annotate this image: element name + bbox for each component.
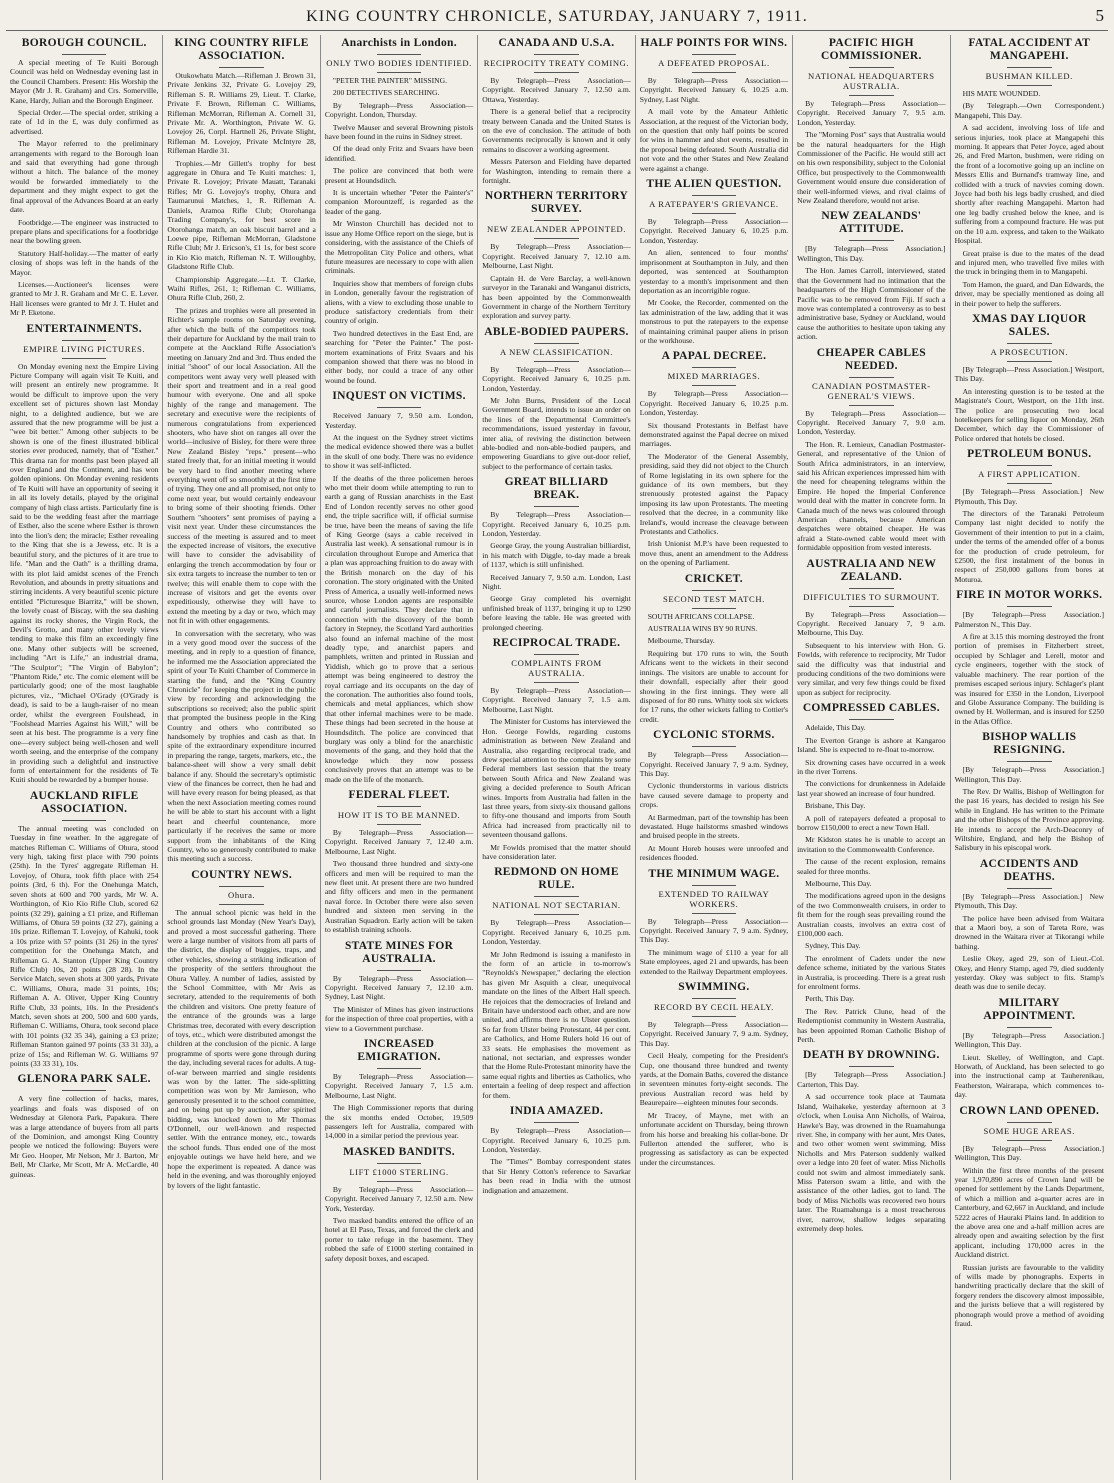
article xyxy=(10,37,158,318)
article-headline: CHEAPER CABLES NEEDED. xyxy=(816,346,927,372)
section-rule xyxy=(849,405,894,406)
column-7 xyxy=(951,35,1108,1480)
section-rule xyxy=(1007,888,1052,889)
article-paragraph: By Telegraph—Press Association—Copyright. Received January 7, 12.50 a.m. New York, Yesterday. xyxy=(324,1184,474,1213)
section-rule xyxy=(692,385,737,386)
article xyxy=(955,448,1104,584)
article-headline: DEATH BY DROWNING. xyxy=(803,1049,940,1062)
article-headline: BOROUGH COUNCIL. xyxy=(21,37,147,49)
article xyxy=(640,981,788,1167)
article-headline: SWIMMING. xyxy=(678,981,750,994)
article-paragraph: By Telegraph—Press Association—Copyright. Received January 6, 10.25 p.m. London, Yesterday. xyxy=(482,918,631,947)
article-paragraph: [By Telegraph—Press Association.] Wellington, This Day. xyxy=(954,765,1104,784)
article-paragraph: Special Order.—The special order, striking a rate of 1d in the £, was duly confirmed as advertised. xyxy=(10,108,159,136)
section-rule xyxy=(219,904,264,905)
masthead-title: KING COUNTRY CHRONICLE, SATURDAY, JANUARY 7, 1911. xyxy=(306,8,808,25)
article-paragraph: Two masked bandits entered the office of an hotel at El Paso, Texas, and forced the clerk and porter to take refuge in the basement. They robbed the safe of £1000 sterling contained in safety deposit boxes, and escaped. xyxy=(324,1216,474,1263)
article-paragraph: The Minister for Customs has interviewed the Hon. George Fowlds, regarding customs administration as between New Zealand and Australia, also regarding reciprocal trade, and drew special attention to the complaints by some Federal members last session that the treaty between South Africa and New Zealand was giving a decided preference to South African wines. Imports from Australia had fallen in the last three years, from sixty-six thousand gallons to fifty-one thousand and imports from South Africa had increased from practically nil to seventeen thousand gallons. xyxy=(482,717,631,840)
article-paragraph: The Hon. James Carroll, interviewed, stated that the Government had no intimation that the headquarters of the High Commissioner of the Pacific was to be removed from Fiji. If such a move was contemplated a controversy as to best administrative base, Sydney or Auckland, would cause the authorities to hesitate upon taking any action. xyxy=(797,266,946,342)
article-paragraph: Within the first three months of the present year 1,970,890 acres of Crown land will be opened for settlement by the Lands Department, of which a million and a-quarter acres are in Canterbury, and 62,667 in Auckland, and include 5222 acres of Hauraki Plains land. In addition to the above area one and a-half million acres are already open and awaiting selection by the first applicant, including 170,000 acres in the Auckland district. xyxy=(954,1165,1104,1260)
article-paragraph: The Everton Grange is ashore at Kangaroo Island. She is expected to re-float to-morrow. xyxy=(797,735,946,755)
article-headline: ABLE-BODIED PAUPERS. xyxy=(484,325,629,338)
article xyxy=(482,476,630,632)
article-subheadline: COMPLAINTS FROM AUSTRALIA. xyxy=(511,658,602,679)
headline-rule xyxy=(849,588,894,589)
article-headline: THE ALIEN QUESTION. xyxy=(646,178,782,191)
article xyxy=(797,558,945,698)
article-subheadline: ONLY TWO BODIES IDENTIFIED. xyxy=(326,58,472,68)
article-headline: XMAS DAY LIQUOR SALES. xyxy=(972,312,1087,338)
section-rule xyxy=(692,608,737,609)
article-paragraph: By Telegraph—Press Association—Copyright. London, Thursday. xyxy=(324,100,474,120)
article-paragraph: By Telegraph—Press Association—Copyright. Received January 6, 10.25 a.m. Sydney, Last Night. xyxy=(639,76,789,104)
article-paragraph: By Telegraph—Press Association—Copyright. Received January 7, 9.0 a.m. London, Yesterday. xyxy=(797,408,946,437)
article xyxy=(482,37,630,185)
section-rule xyxy=(62,820,107,821)
article-subheadline: A PROSECUTION. xyxy=(990,346,1069,357)
article-headline: NEW ZEALANDS' ATTITUDE. xyxy=(821,210,922,236)
article-headline: GLENORA PARK SALE. xyxy=(17,1073,151,1086)
article-headline: COUNTRY NEWS. xyxy=(191,868,293,881)
article-paragraph: The High Commissioner reports that during the six months ended October, 19,509 passengers left for Australia, compared with 14,000 in a similar period the previous year. xyxy=(324,1103,474,1141)
article-paragraph: [By Telegraph—Press Association.] Wellington, This Day. xyxy=(954,1143,1104,1163)
article-paragraph: A fire at 3.15 this morning destroyed the front portion of premises in Fitzherbert street, occupied by Schlager and Lerell, motor and cycle engineers, together with the stock of valuable machinery. The rear portion of the premises escaped serious injury. Schlager's plant was insured for £350 in the London, Liverpool and Globe Assurance Company. The building is owned by H. Wollerman, and is insured for £250 in the Atlas Office. xyxy=(954,632,1104,726)
article-paragraph: Captain H. de Vere Barclay, a well-known surveyor in the Taranaki and Wanganui districts, has been appointed by the Commonwealth Government in charge of the Northern Territory exploration and survey party. xyxy=(482,273,631,321)
article xyxy=(955,858,1104,992)
article xyxy=(640,178,788,345)
article xyxy=(955,731,1104,853)
headline-rule xyxy=(692,998,737,999)
headline-rule xyxy=(849,377,894,378)
article-paragraph: Two hundred detectives in the East End, are searching for "Peter the Painter." The post-mortem examinations of Fritz Svaars and his companion showed that there was no blood in either body, nor could a trace of any other wound be found. xyxy=(324,328,474,385)
article xyxy=(482,866,630,1100)
article-paragraph: Tom Hamon, the guard, and Dan Edwards, the driver, may be specially mentioned as doing all in their power to help the sufferers. xyxy=(954,279,1104,308)
article-paragraph: The convictions for drunkenness in Adelaide last year showed an increase of four hundred. xyxy=(797,779,946,798)
article xyxy=(640,37,788,173)
article-headline: PETROLEUM BONUS. xyxy=(967,448,1092,461)
headline-rule xyxy=(377,54,422,55)
article-paragraph: Championship Aggregate.—Lt. T. Clarke, Waihi Rifles, 261, 1; Rifleman C. Williams, Ohura Rifle Club, 260, 2. xyxy=(167,274,316,303)
article-paragraph: Statutory Half-holiday.—The matter of early closing of shops was left in the hands of the Mayor. xyxy=(10,248,159,277)
article-paragraph: Two thousand three hundred and sixty-one officers and men will be required to man the new fleet unit. At present there are two hundred and fifty officers and men in the permanent naval force. In October there were also seven hundred and sixteen men serving in the Australian Squadron. Early action will be taken to establish training schools. xyxy=(324,859,474,935)
headline-rule xyxy=(534,220,579,221)
article-headline: AUCKLAND RIFLE ASSOCIATION. xyxy=(29,789,139,815)
article-paragraph: At the inquest on the Sydney street victims the medical evidence showed there was a bullet in the skull of one body. There was no evidence to show it was self-inflicted. xyxy=(324,433,474,471)
article xyxy=(797,347,945,553)
article-headline: CYCLONIC STORMS. xyxy=(653,729,775,742)
article-headline: AUSTRALIA AND NEW ZEALAND. xyxy=(806,557,937,583)
article-paragraph: If the deaths of the three policemen heroes who met their doom while attempting to run to earth a gang of Russian anarchists in the East End of London recently serves no other good end, the triple sacrifice will, if official surmise be true, have been the means of saving the life of King George (says a cable received in Australia last week). A sensational rumour is in circulation throughout Europe and America that a plan was approaching fruition to do away with the British monarch on the day of his coronation. The story originated with the United Press of America, a usually well-informed news source, whose London agents are responsible and careful journalists. They declare that in connection with the discovery of the bomb factory in Stepney, the Scotland Yard authorities also found an infernal machine of the most deadly type, and anarchist papers and pamphlets, written and printed in Russian and Yiddish, which go to prove that a serious attempt was being engineered to destroy the royal carriage and its occupants on the day of the coronation. The authorities also found tools, chemicals and metal appliances, which show that other infernal machines were to be made. These things had been secreted in the house at Houndsditch. The police are convinced that burglary was only a blind for the anarchistic movements of the gang, and they hold that the knowledge which they now possess conclusively proves that an attempt was to be made on the life of the monarch. xyxy=(324,473,474,784)
article xyxy=(167,869,315,1190)
article xyxy=(482,637,630,861)
headline-rule xyxy=(1007,1122,1052,1123)
article xyxy=(640,573,788,724)
article-subheadline: EXTENDED TO RAILWAY WORKERS. xyxy=(658,888,770,909)
article-paragraph: Cyclonic thunderstorms in various districts have caused severe damage to property and crops. xyxy=(639,781,789,810)
section-rule xyxy=(534,1122,579,1123)
headline-rule xyxy=(849,67,894,68)
column-4 xyxy=(478,35,635,1480)
article-paragraph: [By Telegraph—Press Association.] Carterton, This Day. xyxy=(797,1070,946,1089)
article-subheadline: CANADIAN POSTMASTER-GENERAL'S VIEWS. xyxy=(811,380,931,401)
article-paragraph: In conversation with the secretary, who was in a very good mood over the success of the meeting, and in reply to a question of finance, he informed me the Association appreciated the spirit of your Te Kuiti Chamber of Commerce in starting the fund, and the "King Country Chronicle" for keeping the project in the public view by recording and acknowledging the subscriptions so received; also the public spirit that prompted the business people in the King Country and others who contributed so handsomely by trophies and cash as that. In spite of the extraordinary expenditure incurred in preparing the range, targets, markers, etc., the balance-sheet will show a very small debit balance if any. Should the secretary's optimistic view of the finances be correct, then he had and will have every reason for being pleased, as that when the next Association meeting comes round he will be able to start his account with a light heart and cheerful countenance, more particularly if he receives the same or more support from the inhabitants of the King Country, who so generously contributed to make this meeting such a success. xyxy=(167,628,316,864)
article-paragraph: By Telegraph—Press Association—Copyright. Received January 7, 12.10 a.m. Melbourne, Last Night. xyxy=(482,242,631,271)
section-rule xyxy=(1007,761,1052,762)
article-subheadline: RECORD BY CECIL HEALY. xyxy=(653,1002,774,1013)
article xyxy=(482,326,630,471)
article-paragraph: On Monday evening next the Empire Living Picture Company will again visit Te Kuiti, and will present an entirely new programme. It would be difficult to improve upon the very excellent set of pictures shown last Monday night, to a delighted audience, but we are assured that the new programme will be just a "wee bit better." Among other subjects to be shown is one of the finest illustrated biblical stories ever produced, namely, that of "Esther." This drama ran for months past been played all over England and the Continent, and has won golden opinions. On Monday evening residents of Te Kuiti will have an opportunity of seeing it in all its lovely details, played by the original company of high class artists. Particularly fine is said to be the wedding feast after the marriage of Esther, also the scene where Esther is thrown into the lion's den; the miracle; Esther revealing to the King that she is a Jewess, etc. It is a beautiful story, and the pictures of it are true to life. "Man and the Oath" is a thrilling drama, with its plot laid amidst scenes of the French Revolution, and abounds in pretty situations and stirring incidents. A very beautiful scenic picture entitled "Picturesque Biarritz," will be shown, the lovely coast of Biscay, with the sea dashing against its rocky shores, the Virgin Rock, the Devil's Grotto, and many other lovely views tending to make this film an exceedingly fine one. Many other subjects will be screened, including "Art is Life," an industrial drama, "The Sculptor"; "The Virgin of Babylon"; "Phantom Ride," etc. The comic element will be particularly good; one of the most laughable pictures, viz., "Michael O'Grady (O'Grady is dead), is said to be a laugh-raiser of no mean order, whilst the evergreen Foulshead, in "Foolshead Marries Against his Will," will be seen at his best. The programme is a very fine one—every subject being well-chosen and well worth seeing, and the enterprise of the company in providing such a delightful and instructive form of entertainment for the residents of Te Kuiti should be rewarded by a bumper house. xyxy=(10,361,159,785)
article-paragraph: AUSTRALIA WINS BY 90 RUNS. xyxy=(647,624,758,634)
column-2 xyxy=(163,35,320,1480)
headline-rule xyxy=(692,885,737,886)
article-headline: KING COUNTRY RIFLE ASSOCIATION. xyxy=(174,37,309,62)
section-rule xyxy=(849,606,894,607)
article-paragraph: An alien, sentenced to four months' imprisonment at Southampton in July, and then deported, was sentenced at Southampton yesterday to a month's imprisonment and then deportation as an incorrigible rogue. xyxy=(639,248,789,295)
article-subheadline: EMPIRE LIVING PICTURES. xyxy=(23,343,146,354)
article-headline: STATE MINES FOR AUSTRALIA. xyxy=(344,939,454,965)
section-rule xyxy=(692,913,737,914)
section-rule xyxy=(1007,1027,1052,1028)
article-paragraph: Footbridge.—The engineer was instructed to prepare plans and specifications for a footbridge near the bowling green. xyxy=(10,217,159,246)
article xyxy=(325,940,473,1033)
section-rule xyxy=(1007,483,1052,484)
article-headline: A PAPAL DECREE. xyxy=(661,350,767,363)
column-1 xyxy=(6,35,163,1480)
article-paragraph: Great praise is due to the mates of the dead and injured men, who travelled five miles with the truck in bringing them in to Mangapehi. xyxy=(954,248,1104,277)
article-paragraph: 200 DETECTIVES SEARCHING. xyxy=(332,88,440,98)
article-paragraph: Perth, This Day. xyxy=(805,994,855,1004)
article-headline: GREAT BILLIARD BREAK. xyxy=(504,476,609,502)
article xyxy=(640,729,788,862)
article-paragraph: Received January 7, 9.50 a.m. London, Last Night. xyxy=(482,572,631,592)
article-subheadline: SOME HUGE AREAS. xyxy=(983,1125,1076,1136)
article-paragraph: [By Telegraph—Press Association.] Palmerston N., This Day. xyxy=(954,610,1104,629)
article-subheadline: BUSHMAN KILLED. xyxy=(985,71,1073,81)
headline-rule xyxy=(692,195,737,196)
section-rule xyxy=(534,506,579,507)
article-paragraph: The "Morning Post" says that Australia would be the natural headquarters for the High Commissioner of the Pacific. He would still act on his own responsibility, subject to the Colonial Office, but prospectively to the Commonwealth Government would ensure due consideration of their well-informed views, and rival claims of New Zealand therefore, would not arise. xyxy=(797,130,946,206)
article-paragraph: Requiring but 170 runs to win, the South Africans went to the wickets in their second innings. The visitors are unable to account for their downfall, especially after their good showing in the first innings. They were all disposed of for 80 runs. Whitty took six wickets for 17 runs, the other wickets falling to Cottier's credit. xyxy=(639,648,789,724)
article xyxy=(325,1038,473,1141)
article xyxy=(640,350,788,567)
article-paragraph: George Gray completed his overnight unfinished break of 1137, bringing it up to 1290 before leaving the table. He was greeted with prolonged cheering. xyxy=(482,594,631,632)
article-subheadline: RECIPROCITY TREATY COMING. xyxy=(483,58,630,68)
article xyxy=(325,37,473,385)
article-paragraph: A mail vote by the Amateur Athletic Association, at the request of the Victorian body, on the question that only half points be scored for wins in hammer and shot events, resulted in the proposal being defeated. South Australia did not vote and the other States and New Zealand were against a change. xyxy=(639,107,789,173)
article-paragraph: The Hon. R. Lemieux, Canadian Postmaster-General, and representative of the Union of South Africa administrators, in an interview, said his African experiences impressed him with the need for cheapening telegrams within the Empire. He hoped the Imperial Conference would deal with the matter in concrete form. In Canada much of the news was coloured through American channels, because American despatches were obtained cheaper. He was afraid a State-owned cable would meet with formidable opposition from vested interests. xyxy=(797,439,946,553)
article-paragraph: The annual school picnic was held in the school grounds last Monday (New Year's Day), and proved a most successful gathering. There were a large number of visitors from all parts of the district, the display of buggies, traps, and other vehicles, showing a striking indication of the prosperity of the settlers throughout the Ohura Valley. A number of ladies, assisted by the School Committee, with Mr Avis as secretary, attended to the requirements of both the children and visitors. One pretty feature of the entrance of the grounds was a large Christmas tree, decorated with every description of toys, etc., which were distributed amongst the children at the conclusion of the picnic. A large programme of sports were gone through during the day, including several races for adults. A tug-of-war between married and single residents was won by the latter. The side-splitting competition was won by Mr Jamieson, who generously presented it to the school committee, and on being put up by auction, after spirited bidding, was knocked down to Mr Thomas O'Donnell, our well-known and respected settler. With the entrance money, etc., towards the school funds. Thus ended one of the most enjoyable outings we have held here, and we hope the experiment is repeated. A dance was held in the evening, and was thoroughly enjoyed by lovers of the light fantastic. xyxy=(167,907,316,1190)
headline-rule xyxy=(1007,67,1052,68)
article-paragraph: The Rev. Dr Wallis, Bishop of Wellington for the past 16 years, has decided to resign his See while in England. He has written to the Primate and the other Bishops of the Province approving. He intends to accept the Arch-Deaconry of Wiltshire, England, and help the Bishop of Salisbury in his episcopal work. xyxy=(954,786,1104,853)
headline-rule xyxy=(692,54,737,55)
article xyxy=(955,37,1104,308)
section-rule xyxy=(62,54,107,55)
article xyxy=(797,37,945,205)
article xyxy=(640,868,788,976)
article-headline: HALF POINTS FOR WINS. xyxy=(640,37,788,49)
article-subheadline: NATIONAL HEADQUARTERS AUSTRALIA. xyxy=(808,71,935,91)
article-paragraph: At Barmedman, part of the township has been devastated. Huge hailstorms smashed windows and bruised people in the streets. xyxy=(639,812,789,841)
article-paragraph: The modifications agreed upon in the designs of the two Commonwealth cruisers, in order to fit them for the rough seas prevailing round the Australian coasts, involves an extra cost of £100,000 each. xyxy=(797,891,946,938)
article-subheadline: A RATEPAYER'S GRIEVANCE. xyxy=(649,199,779,210)
article xyxy=(797,1049,945,1233)
section-rule xyxy=(377,72,422,73)
article-paragraph: A very fine collection of hacks, mares, yearlings and foals was disposed of on Wednesday at Glenora Park, Papakura. There was a large attendance of buyers from all parts of the Dominion, and amongst King Country people we noticed the following: Buyers were Mr Geo. Hooper, Mr Nelson, Mr J. Barton, Mr Bell, Mr Clarke, Mr Scott, Mr A. McCardle, 40 guineas. xyxy=(10,1094,159,1179)
column-5 xyxy=(636,35,793,1480)
article-subheadline: DIFFICULTIES TO SURMOUNT. xyxy=(803,591,940,602)
article-paragraph: Of the dead only Fritz and Svaars have been identified. xyxy=(324,144,474,163)
article-paragraph: Mr John Burns, President of the Local Government Board, intends to issue an order on the lines of the Departmental Committee's recommendations, issued yesterday in favour, inter alia, of reviving the distinction between able-bodied and non-able-bodied paupers, and empowering Guardians to give out-door relief, subject to the performance of certain tasks. xyxy=(482,395,631,471)
article-paragraph: Mr Tracey, of Mayne, met with an unfortunate accident on Thursday, being thrown from his horse and breaking his collar-bone. Dr Fullerton attended the sufferer, who is progressing as satisfactory as can be expected under the circumstances. xyxy=(639,1110,789,1167)
section-rule xyxy=(534,361,579,362)
headline-rule xyxy=(534,343,579,344)
section-rule xyxy=(692,1016,737,1017)
article-paragraph: Mr Kidston states he is unable to accept an invitation to the Commonwealth Conference. xyxy=(797,835,946,854)
article-subheadline: A NEW CLASSIFICATION. xyxy=(500,346,613,357)
article-headline: INDIA AMAZED. xyxy=(509,1105,604,1118)
article-paragraph: The minimum wage of £110 a year for all State employees, aged 21 and upwards, has been extended to the Railway Department employees. xyxy=(639,947,789,976)
article-paragraph: By Telegraph—Press Association—Copyright. Received January 7, 9 a.m. Sydney, This Day. xyxy=(639,1020,789,1048)
article xyxy=(10,790,158,1069)
article-paragraph: By Telegraph—Press Association—Copyright. Received January 6, 10.25 p.m. London, Yesterday. xyxy=(639,217,789,245)
article-paragraph: "PETER THE PAINTER" MISSING. xyxy=(332,76,448,85)
article-headline: MASKED BANDITS. xyxy=(343,1145,455,1158)
article-paragraph: Melbourne, Thursday. xyxy=(647,636,715,646)
article-paragraph: By Telegraph—Press Association—Copyright. Received January 7, 12.40 a.m. Melbourne, Last Night. xyxy=(324,828,474,856)
article xyxy=(955,1105,1104,1329)
article-paragraph: Subsequent to his interview with Hon. G. Fowlds, with reference to reciprocity, Mr Tudor said the difficulty was that industrial and producing conditions of the two dominions were very similar, and very few things could be fixed upon as subject for reciprocity. xyxy=(797,640,946,697)
article-headline: PACIFIC HIGH COMMISSIONER. xyxy=(821,37,922,62)
section-rule xyxy=(1007,1140,1052,1141)
article-paragraph: Mr Cooke, the Recorder, commented on the lax administration of the law, adding that it was monstrous to put the ratepayers to the expense of maintaining criminal pauper aliens in prison or the workhouse. xyxy=(639,298,789,345)
article-paragraph: By Telegraph—Press Association—Copyright. Received January 6, 10.25 p.m. London, Yesterday. xyxy=(482,510,631,538)
article-paragraph: Sydney, This Day. xyxy=(805,941,861,951)
article xyxy=(10,1073,158,1179)
page-number: 5 xyxy=(1095,6,1104,25)
article-paragraph: Received January 7, 9.50 a.m. London, Yesterday. xyxy=(324,411,474,430)
article-paragraph: Cecil Healy, competing for the President's Cup, one thousand three hundred and twenty yards, at the Domain Baths, covered the distance in seventeen minutes forty-eight seconds. The previous Australian record was held by Beaurepaire—eighteen minutes four seconds. xyxy=(639,1051,789,1108)
section-rule xyxy=(849,95,894,96)
article-headline: RECIPROCAL TRADE. xyxy=(492,637,621,650)
section-rule xyxy=(1007,361,1052,362)
section-rule xyxy=(377,824,422,825)
article-headline: INQUEST ON VICTIMS. xyxy=(332,390,466,403)
headline-rule xyxy=(62,340,107,341)
headline-rule xyxy=(1007,465,1052,466)
section-rule xyxy=(692,213,737,214)
article-paragraph: Adelaide, This Day. xyxy=(805,723,866,733)
article xyxy=(797,210,945,341)
article-paragraph: By Telegraph—Press Association—Copyright. Received January 7, 9 a.m. Sydney, This Day. xyxy=(639,750,789,778)
article xyxy=(325,1146,473,1263)
headline-rule xyxy=(1007,343,1052,344)
article-headline: REDMOND ON HOME RULE. xyxy=(494,866,619,892)
article-headline: NORTHERN TERRITORY SURVEY. xyxy=(484,190,629,216)
article-paragraph: Lieut. Skelley, of Wellington, and Capt. Horwath, of Auckland, has been selected to go into the instructional camp at Tauherenikau, Featherston, Wairarapa, which commences to-day. xyxy=(954,1052,1104,1100)
section-rule xyxy=(62,1090,107,1091)
article-paragraph: It is uncertain whether "Peter the Painter's" companion Morountzeff, is regarded as the leader of the gang. xyxy=(324,188,474,216)
section-rule xyxy=(377,1181,422,1182)
section-rule xyxy=(534,914,579,915)
article-paragraph: Inquiries show that members of foreign clubs in London, generally favour the registration of aliens, with a view to excluding those unable to produce satisfactory credentials from their country of origin. xyxy=(324,278,474,326)
article-paragraph: A sad occurrence took place at Taumata Island, Waihakeke, yesterday afternoon at 3 o'clock, when Louisa Ann Nicholls, of Wairoa, Hawke's Bay, was drowned in the Ruamahunga river. She, in company with her aunt, Mrs Oates, and two other women went swimming. Miss Nicholls and Mrs Paterson suddenly walked over a ledge into 20 feet of water. Miss Nicholls could not swim and almost immediately sank. Miss Paterson swam a little, and with the assistance of the other ladies, got to land. The body of Miss Nicholls was recovered two hours later. The Ruamahunga is a most treacherous river, narrow, shallow ledges separating extremely deep holes. xyxy=(797,1092,946,1233)
headline-rule xyxy=(534,896,579,897)
article-subheadline: Ohura. xyxy=(228,889,256,900)
article-headline: FIRE IN MOTOR WORKS. xyxy=(956,589,1103,602)
article-paragraph: The directors of the Taranaki Petroleum Company last night decided to notify the Government of their intention to put in a claim, under the terms of the amended offer of a bonus for the production of crude petroleum, for £2500, the first instalment of the bonus in respect of 250,000 gallons from bores at Moturoa. xyxy=(954,509,1104,584)
article xyxy=(325,789,473,934)
section-rule xyxy=(692,746,737,747)
article-headline: CANADA AND U.S.A. xyxy=(498,37,615,49)
article-paragraph: By Telegraph—Press Association—Copyright. Received January 6, 10.25 p.m. London, Yesterday. xyxy=(639,389,789,418)
article-paragraph: The enrolment of Cadets under the new defence scheme, initiated by the various States in Australia, is proceeding. There is a great rush for enrolment forms. xyxy=(797,953,946,992)
article-paragraph: Mr Winston Churchill has decided not to issue any Home Office report on the siege, but is considering, with the assistance of the Chiefs of the Metropolitan City Police and others, what future measures are necessary to cope with alien criminals. xyxy=(324,219,474,276)
article-paragraph: The "Times'" Bombay correspondent states that Sir Henry Cotton's reference to Savarkar has been read in India with the utmost indignation and amazement. xyxy=(482,1157,631,1195)
article-paragraph: An interesting question is to be tested at the Magistrate's Court, Westport, on the 11th inst. The police are prosecuting two local hotelkeepers for selling liquor on Monday, 26th December, which day the Commissioner of Police ordered that hotels be closed. xyxy=(954,386,1104,443)
article-paragraph: Irish Unionist M.P.'s have been requested to move thus, anent an amendment to the Address on the opening of Parliament. xyxy=(639,539,789,568)
article-paragraph: The cause of the recent explosion, remains sealed for three months. xyxy=(797,857,946,876)
article-paragraph: By Telegraph—Press Association—Copyright. Received January 7, 9 a.m. Sydney, This Day. xyxy=(639,916,789,945)
masthead xyxy=(6,4,1108,31)
article xyxy=(167,37,315,864)
article xyxy=(482,190,630,320)
article-paragraph: Mr Fowlds promised that the matter should have consideration later. xyxy=(482,842,631,861)
section-rule xyxy=(849,240,894,241)
article-paragraph: (By Telegraph.—Own Correspondent.) Mangapehi, This Day. xyxy=(954,101,1104,120)
article-headline: BISHOP WALLIS RESIGNING. xyxy=(982,731,1077,757)
article-paragraph: Messrs Paterson and Fielding have departed for Washington, intending to remain there a fortnight. xyxy=(482,157,631,186)
section-rule xyxy=(534,682,579,683)
article-headline: MILITARY APPOINTMENT. xyxy=(983,996,1076,1022)
article-paragraph: By Telegraph—Press Association—Copyright. Received January 7, 12.50 a.m. Ottawa, Yesterday. xyxy=(482,76,631,104)
article-paragraph: Six drowning cases have occurred in a week in the river Torrens. xyxy=(797,757,946,776)
article-paragraph: The Minister of Mines has given instructions for the inspection of three coal properties, with a view to a Government purchase. xyxy=(324,1004,474,1033)
article-paragraph: Melbourne, This Day. xyxy=(805,878,872,888)
headline-rule xyxy=(377,806,422,807)
article-headline: CRICKET. xyxy=(684,572,743,585)
article-paragraph: [By Telegraph—Press Association.] New Plymouth, This Day. xyxy=(954,487,1104,506)
article-paragraph: Russian jurists are favourable to the validity of wills made by phonographs. Experts in handwriting practically declare that the skill of forgery renders the discovery almost impossible, and the jurists believe that a will registered by phonograph would prove a method of avoiding fraud. xyxy=(954,1262,1104,1328)
article-paragraph: A special meeting of Te Kuiti Borough Council was held on Wednesday evening last in the Council Chambers. Present: His Worship the Mayor (Mr J. R. Graham) and Crs. Somerville, Kane, Hardy, Julian and the Borough Engineer. xyxy=(10,58,159,105)
article-paragraph: A sad accident, involving loss of life and serious injuries, took place at Mangapehi this morning. It appears that Peter Joyce, aged about 26, and Fred Marton, bushmen, were riding on the front of a locomotive going up an incline on Messrs Ellis and Burnand's tramway line, and collided with a truck of navvies coming down. Joyce had both his legs badly crushed, and died shortly after reaching Mangapehi. Marton had one leg badly crushed below the knee, and is suffering from a compound fracture. He was put on the 10 a.m. express, and taken to the Waikato Hospital. xyxy=(954,123,1104,246)
article-paragraph: By Telegraph—Press Association—Copyright. Received January 7, 9.5 a.m. London, Yesterday. xyxy=(797,99,946,127)
section-rule xyxy=(377,970,422,971)
columns-grid xyxy=(6,35,1108,1480)
article-paragraph: The annual meeting was concluded on Tuesday in fine weather. In the aggregate of matches Rifleman C. Williams of Ohura, stood very high, taking first place with 790 points (25th). In the Tyres' aggregate Rifleman H. Lovejoy, of Ohura, took fifth place with 254 points (3rd, 6 th). For the Onehunga Match, seven shots at 600 and 700 yards, Mr W. A. Worthington, of Kio Kio Rifle Club, scored 62 points (32 29), gaining a £1 prize, and Rifleman Williams, of Ohura 59 points (32 27), gaining a 10s prize. Rifleman T. Lovejoy, of Kahuki, took a 10s prize with 57 points (31 26) in the tyres' competition for the Onehunga Match, and Rifleman G. A. Stanton (Upper King Country Rifle Club) 10s, 20 points (28 28). In the Service Match, seven shots at 300 yards, Private C. Williams, Ohura, made 31 points, 10s; Rifleman A. A. Oliver, Upper King Country Rifle Club, 33 points, 10s. In the President's Match, seven shots at 200, 500 and 600 yards, Rifleman C. Williams, Ohura, took second place with 101 points (32 35 34), gaining a £3 prize; Rifleman Stanton gained 97 points (33 31 33), a prize of 15s; and Rifleman W. G. Williams 97 points (33 33 31), 10s. xyxy=(10,823,159,1068)
article-headline: ENTERTAINMENTS. xyxy=(26,322,142,335)
article-paragraph: By Telegraph—Press Association—Copyright. Received January 7, 12.10 a.m. Sydney, Last Night. xyxy=(324,973,474,1002)
article-subheadline: LIFT £1000 STERLING. xyxy=(349,1166,449,1177)
headline-rule xyxy=(692,367,737,368)
article-headline: THE MINIMUM WAGE. xyxy=(648,867,780,880)
headline-rule xyxy=(534,54,579,55)
article xyxy=(482,1105,630,1195)
article-paragraph: [By Telegraph—Press Association.] Wellington, This Day. xyxy=(797,244,946,263)
column-3 xyxy=(321,35,478,1480)
article xyxy=(955,997,1104,1100)
article-paragraph: By Telegraph—Press Association—Copyright. Received January 6, 10.25 p.m. London, Yesterday. xyxy=(482,364,631,393)
section-rule xyxy=(219,67,264,68)
article-paragraph: [By Telegraph—Press Association.] Westport, This Day. xyxy=(954,364,1104,384)
article-headline: INCREASED EMIGRATION. xyxy=(357,1037,441,1063)
section-rule xyxy=(849,719,894,720)
article-paragraph: Trophies.—Mr Gillett's trophy for best aggregate in Ohura and Te Kuiti matches: 1, Private R. Lovejoy; Private Mauatt, Taranaki Rifles; Mr G. Lovejoy's trophy, Ohura and Taumarunui Matches, 1, R. Rifleman A. Daniels, Aramoa Rifle Club; Otorohanga Trading Company's, for best score in Otorohanga match, an oak biscuit barrel and a Loewe pipe, Rifleman McMorran, Gladstone Rifle Club; Mr J. Ericson's, £1 1s, for best score in Kio Kio match, Rifleman N. T. Willoughby, Gladstone Rifle Club. xyxy=(167,158,316,272)
section-rule xyxy=(849,1066,894,1067)
article-paragraph: By Telegraph—Press Association—Copyright. Received January 7, 1.5 a.m. Melbourne, Last Night. xyxy=(324,1071,474,1100)
article-subheadline: SECOND TEST MATCH. xyxy=(662,593,765,604)
headline-rule xyxy=(534,654,579,655)
article-headline: CROWN LAND OPENED. xyxy=(959,1104,1100,1117)
article-paragraph: There is a general belief that a reciprocity treaty between Canada and the United States is on the eve of conclusion. The attitude of both Governments reciprocally is known and it only remains to discover a working agreement. xyxy=(482,107,631,154)
section-rule xyxy=(377,407,422,408)
column-6 xyxy=(793,35,950,1480)
article-headline: Anarchists in London. xyxy=(341,37,457,49)
article xyxy=(325,390,473,784)
section-rule xyxy=(62,358,107,359)
article-paragraph: SOUTH AFRICANS COLLAPSE. xyxy=(647,611,755,621)
article xyxy=(10,323,158,785)
section-rule xyxy=(534,238,579,239)
article-paragraph: Six thousand Protestants in Belfast have demonstrated against the Papal decree on mixed marriages. xyxy=(639,420,789,449)
article-paragraph: [By Telegraph—Press Association.] New Plymouth, This Day. xyxy=(954,891,1104,911)
article-paragraph: A poll of ratepayers defeated a proposal to borrow £150,000 to erect a new Town Hall. xyxy=(797,813,946,832)
section-rule xyxy=(692,72,737,73)
section-rule xyxy=(377,1068,422,1069)
article-paragraph: The Mayor referred to the preliminary arrangements with regard to the Borough loan and said that everything had gone through without a hitch. The balance of the money would be forwarded immediately to the department and they might expect to get the final approval of the Advances Board at an early date. xyxy=(10,139,159,215)
article-paragraph: George Gray, the young Australian billiardist, in his match with Diggle, to-day made a break of 1137, which is still unfinished. xyxy=(482,541,631,570)
article-paragraph: By Telegraph—Press Association—Copyright. Received January 7, 9 a.m. Melbourne, This Day. xyxy=(797,609,946,638)
article-paragraph: The police have been advised from Waitara that a Maori boy, a son of Tareta Rore, was drowned in the Waitara river at Tikorangi while bathing. xyxy=(954,913,1104,951)
article-subheadline: HOW IT IS TO BE MANNED. xyxy=(337,810,461,821)
article-headline: FEDERAL FLEET. xyxy=(348,789,450,802)
article-paragraph: Licenses.—Auctioneer's licenses were granted to Mr J. R. Graham and Mr C. E. Lever. Hall licenses were granted to Mr J. T. Hulet and Mr P. Eketone. xyxy=(10,279,159,318)
headline-rule xyxy=(219,886,264,887)
article-paragraph: Leslie Okey, aged 29, son of Lieut.-Col. Okey, and Henry Stamp, aged 79, died suddenly yesterday. Okey was subject to fits. Stamp's death was due to senile decay. xyxy=(954,954,1104,992)
article-subheadline: MIXED MARRIAGES. xyxy=(667,371,761,382)
article-paragraph: The Rev. Patrick Clune, head of the Redemptionist community in Western Australia, has been appointed Roman Catholic Bishop of Perth. xyxy=(797,1006,946,1045)
article xyxy=(955,589,1104,726)
article xyxy=(955,313,1104,443)
article-headline: FATAL ACCIDENT AT MANGAPEHI. xyxy=(968,37,1091,62)
article-subheadline: A FIRST APPLICATION. xyxy=(978,469,1081,480)
article-paragraph: Otukowhatu Match.—Rifleman J. Brown 31, Private Jenkins 32, Private G. Lovejoy 29, Rifleman S. R. Williams 29, Lieut. T. Clarke, Private F. Brown, Rifleman C. Williams, Rifleman McMorran, Rifleman A. Cornell 31, Private Mr. A. Worthington, Private W. G. Lovejoy 26, Corpl. Hartnell 26, Private Slight, Rifleman M. Lovejoy, Private McIntyre 28, Rifleman Hardie 31. xyxy=(167,71,316,156)
article-paragraph: Twelve Mauser and several Browning pistols have been found in the ruins in Sidney street. xyxy=(324,122,474,142)
headline-rule xyxy=(692,590,737,591)
article-paragraph: HIS MATE WOUNDED. xyxy=(962,89,1041,98)
article-paragraph: Brisbane, This Day. xyxy=(805,801,866,811)
headline-rule xyxy=(377,1163,422,1164)
section-rule xyxy=(1007,606,1052,607)
article-paragraph: By Telegraph—Press Association—Copyright. Received January 6, 10.25 p.m. London, Yesterday. xyxy=(482,1126,631,1154)
article-paragraph: By Telegraph—Press Association—Copyright. Received January 7, 1.5 a.m. Melbourne, Last Night. xyxy=(482,686,631,714)
article-paragraph: The Moderator of the General Assembly, presiding, said they did not object to the Church of Rome legislating in its own sphere for the guidance of its own members, but they strenuously protested against the Papacy imposing its law upon Protestants. The meeting resolved that the decree, in a community like Ireland's, would increase the cleavage between Protestants and Catholics. xyxy=(639,451,789,537)
article-paragraph: [By Telegraph—Press Association.] Wellington, This Day. xyxy=(954,1030,1104,1050)
article-headline: ACCIDENTS AND DEATHS. xyxy=(979,857,1079,883)
article-subheadline: A DEFEATED PROPOSAL. xyxy=(658,58,770,68)
article-subheadline: NEW ZEALANDER APPOINTED. xyxy=(486,224,627,235)
article-paragraph: The prizes and trophies were all presented in Richter's sample rooms on Saturday evening, after which the bulk of the competitors took their departure for Auckland by the mail train to compete at the Auckland Rifle Association's meeting on January 2nd and 3rd. Thus ended the initial "shoot" of our local Association. All the competitors went away very well pleased with their sport and treatment and in a real good humour with everyone. One and all spoke highly of the range and management. The secretary and executive were the recipients of numerous congratulations from experienced shooters, who have shot on ranges all over the world—inclusive of Bisley, for there were three New Zealand Bisley "reps." present—who stated freely that, for an initial meeting it would be very hard to find another meeting where everything went off so smoothly at the first time of trying. They one and all promised, not only to come next year, but would certainly endeavour to bring some of their shooting friends. Other Southern "shooters" sent promises of paying a visit next year. Under these circumstances the success of the meeting is assured and to meet the expected increase of visitors, the executive will have to consider the advisability of enlarging the trench accommodation by four or six extra targets to increase the number to ten or twelve; this will enable them to cope with the increase of visitors and get the events over expeditiously, otherwise they will have to extend the meeting by a day or two, which may not fit in with other engagements. xyxy=(167,305,316,626)
article-paragraph: Mr John Redmond is issuing a manifesto in the form of an article in to-morrow's "Reynolds's Newspaper," declaring the election has given Mr Asquith a clear, unequivocal mandate on the lines of the Albert Hall speech. He rejoices that the democracies of Ireland and Britain have understood each other, and are now united, and affirms there is no Ulster question. So far from Ulster being Protestant, 44 per cent. are Catholics, and Home Rulers hold 16 out of 33 seats. He emphasises the movement as national, not sectarian, and expresses wonder that the Home Rule-Protestant minority have the same equal rights and liberties as Catholics, who entertain a feeling of deep respect and affection for them. xyxy=(482,949,631,1100)
section-rule xyxy=(1007,85,1052,86)
article-headline: COMPRESSED CABLES. xyxy=(802,702,940,715)
article xyxy=(797,702,945,1044)
article-paragraph: At Mount Horeb houses were unroofed and residences flooded. xyxy=(639,843,789,863)
article-paragraph: The police are convinced that both were present at Houndsditch. xyxy=(324,166,474,185)
article-subheadline: NATIONAL NOT SECTARIAN. xyxy=(492,900,621,911)
section-rule xyxy=(534,72,579,73)
